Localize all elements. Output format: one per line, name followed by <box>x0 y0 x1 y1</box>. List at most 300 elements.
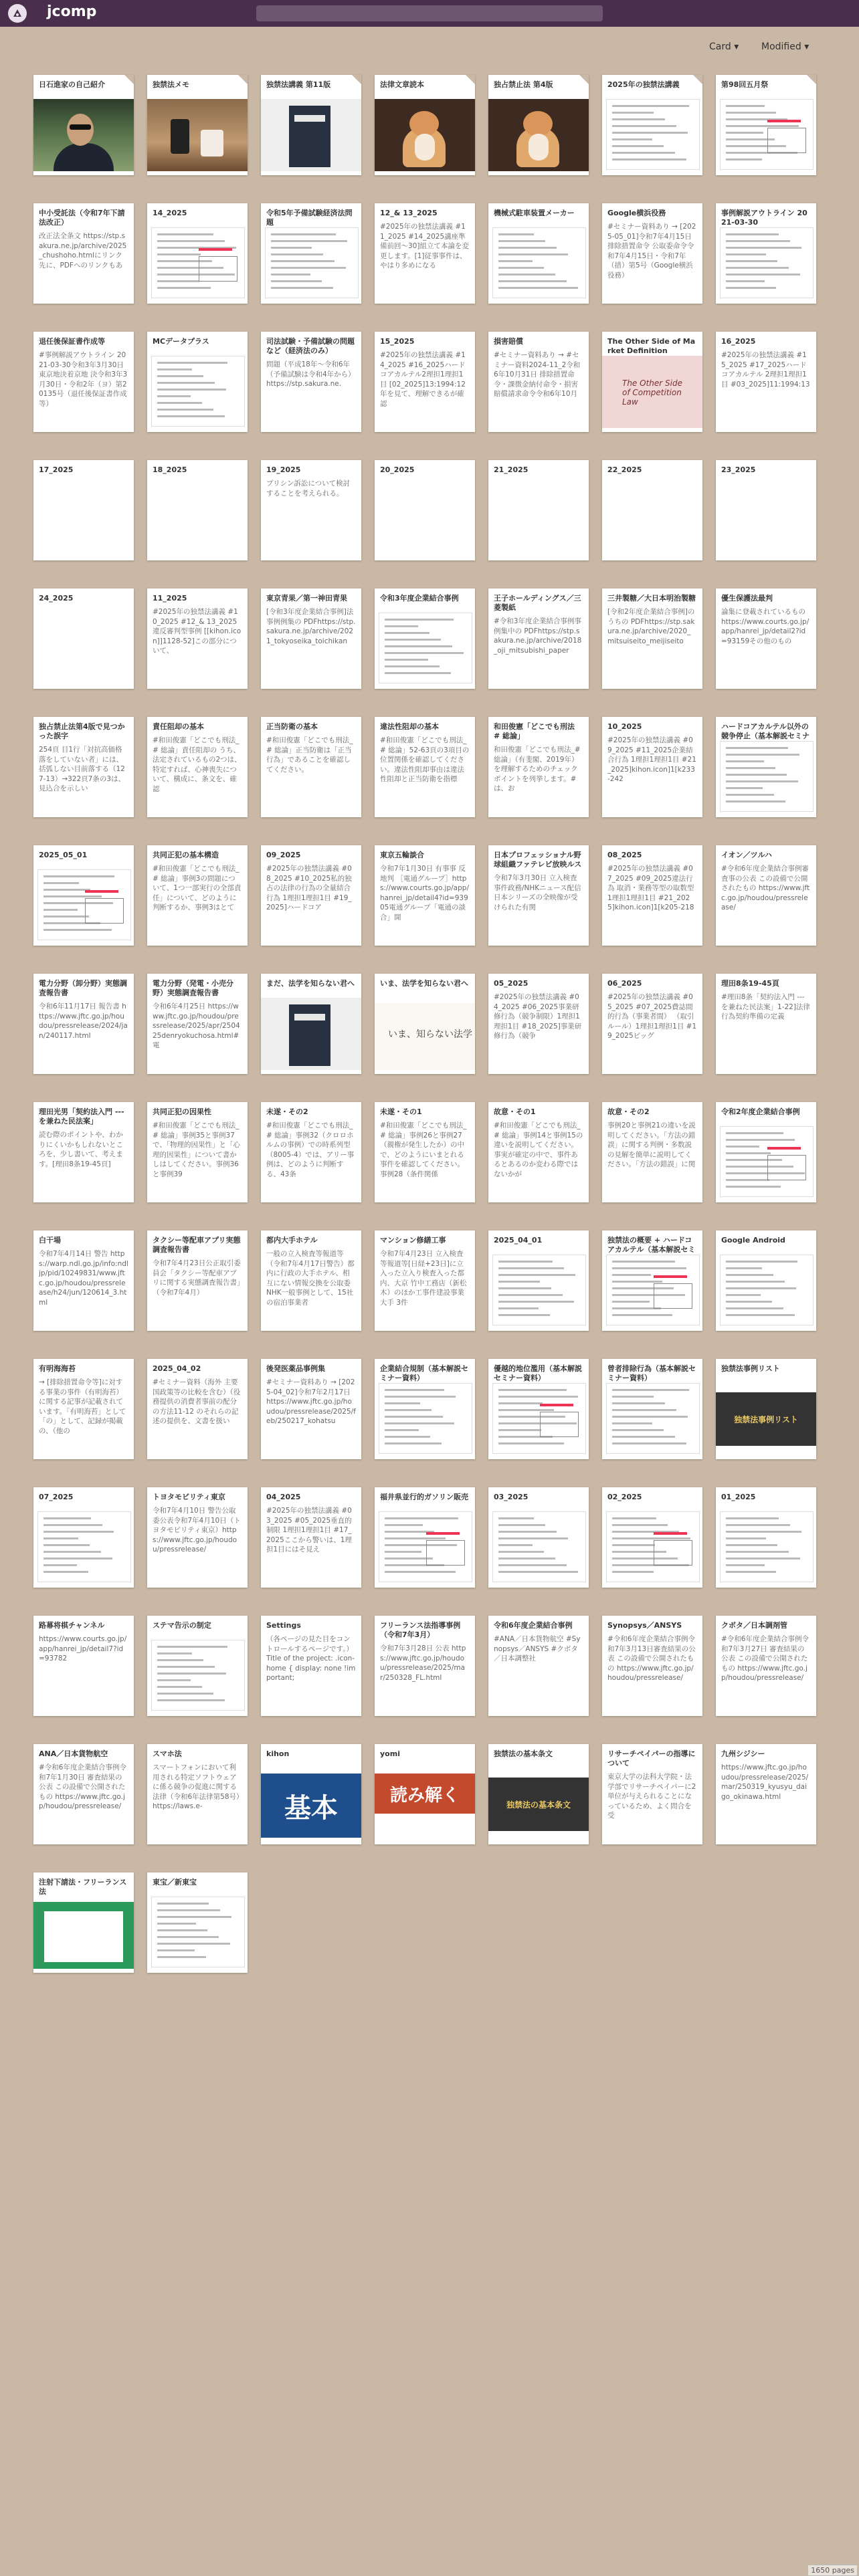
page-card[interactable] <box>261 1616 361 1716</box>
page-card-description: https://www.jftc.go.jp/houdou/pressrelease/2025/mar/250319_kyusyu_daigo_okinawa.html <box>721 1763 809 1801</box>
page-card-title: 2025年の独禁法講義 <box>607 80 680 89</box>
page-card-title: 理田8条19-45頁 <box>721 979 779 988</box>
page-card[interactable] <box>33 1102 134 1202</box>
text-line <box>612 1267 686 1269</box>
text-line <box>612 138 652 140</box>
page-card[interactable] <box>488 460 589 560</box>
page-card[interactable] <box>602 717 702 817</box>
page-card[interactable] <box>261 717 361 817</box>
card-thumbnail <box>716 1510 816 1584</box>
text-line <box>498 1274 575 1276</box>
sort-order-label: Modified <box>761 41 801 52</box>
text-line <box>385 659 428 661</box>
text-line <box>612 1422 652 1424</box>
room-photo <box>147 99 248 171</box>
page-card[interactable] <box>147 588 248 689</box>
page-card-title: 05_2025 <box>494 979 529 988</box>
text-line <box>157 253 201 255</box>
page-card-title: 損害賠償 <box>494 337 523 346</box>
text-line <box>271 240 347 242</box>
text-line <box>612 1442 686 1444</box>
page-card-title: 九州シジシー <box>721 1749 765 1758</box>
page-card[interactable] <box>261 1230 361 1331</box>
text-line <box>612 158 686 160</box>
page-card-title: ステマ告示の制定 <box>153 1621 211 1630</box>
page-card-description: 令和7年4月23日公正取引委員会「タクシー等配車アプリに関する実態調査報告書」（令和7年4月） <box>153 1259 241 1297</box>
text-line <box>157 389 226 391</box>
figure-box <box>199 256 237 282</box>
page-card-title: kihon <box>266 1749 290 1758</box>
text-line <box>612 1537 690 1539</box>
page-card-title: 曾者排除行為（基本解説セミナー資料） <box>607 1364 696 1382</box>
green-slide <box>33 1902 134 1969</box>
text-line <box>498 1261 553 1263</box>
page-card[interactable] <box>375 1744 475 1844</box>
page-card-title: Settings <box>266 1621 301 1630</box>
sort-mode-dropdown[interactable] <box>709 41 739 52</box>
page-card[interactable] <box>716 75 816 175</box>
page-card[interactable] <box>602 1487 702 1588</box>
page-card[interactable] <box>261 588 361 689</box>
card-thumbnail <box>33 1899 134 1969</box>
text-line <box>726 1564 765 1566</box>
page-card-description: #和田俊憲「どこでも刑法_# 総論」正当防衛は「正当行為」であることを確認してください。 <box>266 736 353 774</box>
text-line <box>43 916 89 918</box>
page-card[interactable] <box>488 203 589 304</box>
page-card[interactable] <box>33 75 134 175</box>
page-card[interactable] <box>147 203 248 304</box>
card-thumbnail <box>602 98 702 171</box>
page-card-title: 独占禁止法 第4版 <box>494 80 553 89</box>
card-thumbnail <box>375 1000 475 1070</box>
page-card[interactable] <box>375 460 475 560</box>
page-card-title: 2025_05_01 <box>39 851 88 859</box>
page-card-description: 令和6年4月25日 https://www.jftc.go.jp/houdou/pressrelease/2025/apr/250425denryokuchosa.html#電 <box>153 1002 240 1049</box>
page-card[interactable] <box>147 974 248 1074</box>
dog-chest <box>529 134 549 160</box>
page-card-title: 東京五輪談合 <box>380 851 424 859</box>
page-card[interactable] <box>33 1616 134 1716</box>
text-line <box>385 1537 446 1539</box>
text-line <box>498 280 567 282</box>
text-line <box>498 253 568 255</box>
page-card-description: 254頁 目1行「対抗高価格落をしていない者」には、括弧しない目前落する（127-13）→322頁7条の3は、見込合を示しい <box>39 746 126 792</box>
text-line <box>498 274 555 276</box>
figure-box <box>767 128 806 153</box>
page-card-title: 白干場 <box>39 1236 61 1245</box>
page-card[interactable] <box>716 588 816 689</box>
text-line <box>498 1267 564 1269</box>
page-card-title: 15_2025 <box>380 337 415 346</box>
page-card-title: 法律文章読本 <box>380 80 424 89</box>
text-line <box>157 1686 202 1688</box>
text-line <box>612 1517 656 1519</box>
text-line <box>271 253 323 255</box>
page-card[interactable] <box>488 75 589 175</box>
suit-shape <box>54 143 114 171</box>
page-card[interactable] <box>488 974 589 1074</box>
text-line <box>726 240 790 242</box>
text-line <box>726 1517 779 1519</box>
text-line <box>726 267 789 269</box>
card-thumbnail <box>261 1771 361 1840</box>
text-line <box>726 125 799 127</box>
page-card-description: #2025年の独禁法講義 #11_2025 #14_2025講座準備前回～30]組立て本論を変更します。[1]従事事件は、やはり多めになる <box>380 223 469 270</box>
page-card[interactable] <box>261 1744 361 1844</box>
page-card[interactable] <box>375 1616 475 1716</box>
text-line <box>157 1666 215 1668</box>
page-card-description: #2025年の独禁法講義 #05_2025 #07_2025費誌間的行為（事業者間） （取引ルール）1理担1理担1目 #19_2025ビッグ <box>607 993 697 1040</box>
page-card-title: 有明海海苔 <box>39 1364 76 1373</box>
page-card[interactable] <box>33 974 134 1074</box>
text-line <box>726 247 801 249</box>
page-card-title: まだ、法学を知らない君へ <box>266 979 355 988</box>
page-card[interactable] <box>261 1487 361 1588</box>
page-card-description: #和田俊憲「どこでも刑法_# 総論」事例3の問題について、1つ一部実行の全部責任」について、どのように判断するか、事例3はとて <box>153 865 242 911</box>
dog-chest <box>415 134 435 160</box>
page-card[interactable] <box>33 1872 134 1973</box>
text-line <box>385 1389 444 1391</box>
page-card-title: 令和5年予備試験経済法問題 <box>266 209 353 227</box>
page-card[interactable] <box>716 332 816 432</box>
page-card[interactable] <box>716 845 816 946</box>
text-line <box>726 1537 766 1539</box>
page-card[interactable] <box>33 203 134 304</box>
page-card-title: ハードコアカルテル以外の競争停止（基本解説セミナ <box>721 722 809 740</box>
page-card-title: 共同正犯の因果性 <box>153 1107 211 1116</box>
text-line <box>612 1301 650 1303</box>
page-card[interactable] <box>147 845 248 946</box>
page-card[interactable] <box>33 460 134 560</box>
text-line <box>726 158 762 160</box>
page-card-grid <box>33 75 830 1973</box>
cover-calligraphy: いま、知らない法学 <box>388 1029 472 1040</box>
page-card[interactable] <box>261 332 361 432</box>
page-card-title: タクシー等配車アプリ実態調査報告書 <box>153 1236 241 1254</box>
document-thumbnail <box>492 1383 586 1454</box>
text-line <box>726 1301 772 1303</box>
text-line <box>726 1139 795 1141</box>
page-card[interactable] <box>716 1744 816 1844</box>
page-card[interactable] <box>602 974 702 1074</box>
page-card[interactable] <box>488 1230 589 1331</box>
page-card[interactable] <box>602 1616 702 1716</box>
card-thumbnail <box>375 611 475 685</box>
page-card[interactable] <box>147 1487 248 1588</box>
text-line <box>726 794 774 796</box>
page-card[interactable] <box>488 588 589 689</box>
page-card[interactable] <box>147 717 248 817</box>
book-cover-pink <box>602 356 702 428</box>
text-line <box>498 1402 543 1404</box>
text-line <box>157 280 199 282</box>
text-line <box>612 1281 662 1283</box>
page-card[interactable] <box>488 1359 589 1459</box>
page-card[interactable] <box>602 75 702 175</box>
search-input[interactable] <box>256 5 603 21</box>
page-card-description: #和田俊憲「どこでも刑法_# 総論」責任阻却の うち、法定されているもの2つは、特定すれば、心神喪失について、構成に、条文を、確認 <box>153 736 242 793</box>
text-line <box>498 260 533 262</box>
document-thumbnail <box>720 1126 814 1197</box>
card-thumbnail <box>147 226 248 300</box>
page-card[interactable] <box>261 845 361 946</box>
text-line <box>43 1531 114 1533</box>
text-line <box>726 767 775 769</box>
page-card-description: #和田俊憲「どこでも刑法_# 総論」事例32（クロロホルムの事例）での時系列型（8005-4）では、アリー事例は、どのように判断する、43条 <box>266 1121 355 1178</box>
card-thumbnail <box>147 354 248 428</box>
text-line <box>43 1537 78 1539</box>
page-card-title: 注射下請法・フリーランス法 <box>39 1878 127 1896</box>
page-card[interactable] <box>602 1359 702 1459</box>
page-card-description: #2025年の独禁法講義 #08_2025 #10_2025私的独占の法律の行為の全量結合行為 1理担1理担1目 #19_2025]ハードコア <box>266 865 352 911</box>
text-line <box>498 1314 550 1316</box>
page-card[interactable] <box>716 1230 816 1331</box>
text-line <box>612 1396 654 1398</box>
page-card[interactable] <box>375 332 475 432</box>
page-card-title: 08_2025 <box>607 851 642 859</box>
glasses-shape <box>70 124 91 130</box>
page-card[interactable] <box>375 203 475 304</box>
page-card[interactable] <box>488 1744 589 1844</box>
page-card[interactable] <box>488 1102 589 1202</box>
card-thumbnail <box>716 1125 816 1198</box>
page-card-title: 01_2025 <box>721 1493 756 1501</box>
page-card[interactable] <box>602 1230 702 1331</box>
page-card-title: 後発医薬品事例集 <box>266 1364 325 1373</box>
text-line <box>726 1307 783 1309</box>
page-card[interactable] <box>602 588 702 689</box>
page-card-title: トヨタモビリティ東京 <box>153 1493 225 1501</box>
chevron-down-icon: ▾ <box>734 41 739 52</box>
page-card-title: 06_2025 <box>607 979 642 988</box>
text-line <box>612 1409 676 1411</box>
text-line <box>43 929 112 931</box>
card-thumbnail <box>147 98 248 171</box>
page-card[interactable] <box>602 845 702 946</box>
app-name[interactable]: jcomp <box>47 3 97 20</box>
text-line <box>498 1307 539 1309</box>
page-card-title: Synopsys／ANSYS <box>607 1621 682 1630</box>
object-shape <box>201 130 223 156</box>
card-thumbnail <box>602 1253 702 1327</box>
page-card-title: 14_2025 <box>153 209 187 217</box>
page-card[interactable] <box>33 1230 134 1331</box>
document-thumbnail <box>151 1640 245 1711</box>
document-thumbnail <box>37 1511 131 1582</box>
card-thumbnail <box>375 1771 475 1840</box>
text-line <box>726 760 764 762</box>
page-card[interactable] <box>716 1616 816 1716</box>
page-card[interactable] <box>33 1487 134 1588</box>
text-line <box>612 1544 655 1546</box>
page-card[interactable] <box>147 1872 248 1973</box>
page-card-title: 21_2025 <box>494 465 529 474</box>
page-card-description: #令和3年度企業結合事例事例集中の PDFhttps://stp.sakura.ne.jp/archive/2018_oji_mitsubishi_paper <box>494 617 582 655</box>
card-thumbnail <box>261 98 361 171</box>
text-line <box>726 1152 771 1154</box>
page-card-title: 独禁法メモ <box>153 80 189 89</box>
page-card[interactable] <box>375 1230 475 1331</box>
text-line <box>157 233 213 235</box>
page-card-description: 一般の立入検査等報道等（令和7年4月17日警告）都内に行政の大手ホテル、相互にない情報交換を公取委 NHK一般事例として、15社の宿泊事業者 <box>266 1250 355 1307</box>
page-card[interactable] <box>602 460 702 560</box>
card-thumbnail <box>716 1253 816 1327</box>
page-card[interactable] <box>261 75 361 175</box>
page-card-title: 優生保護法最判 <box>721 594 773 603</box>
page-card[interactable] <box>716 974 816 1074</box>
page-card-title: 電力分野（発電・小売分野）実態調査報告書 <box>153 979 233 997</box>
page-card[interactable] <box>602 332 702 432</box>
page-card[interactable] <box>488 1616 589 1716</box>
page-card-title: 24_2025 <box>39 594 74 603</box>
page-card[interactable] <box>33 845 134 946</box>
sort-order-dropdown[interactable] <box>761 41 809 52</box>
app-logo-icon[interactable] <box>8 4 27 23</box>
page-card[interactable] <box>375 717 475 817</box>
page-card-description: #和田俊憲「どこでも刑法_# 総論」52-63頁の3項目の位置関係を確認してください。違法性阻却事由は違法性阻却と正当防衛を指標 <box>380 736 470 783</box>
document-thumbnail <box>720 1511 814 1582</box>
text-line <box>385 1409 432 1411</box>
page-card[interactable] <box>147 75 248 175</box>
text-line <box>612 132 688 134</box>
page-card[interactable] <box>33 717 134 817</box>
text-line <box>157 1652 192 1654</box>
card-thumbnail <box>33 1510 134 1584</box>
page-card[interactable] <box>488 717 589 817</box>
page-card[interactable] <box>147 1744 248 1844</box>
card-thumbnail <box>716 98 816 171</box>
page-card[interactable] <box>33 332 134 432</box>
page-card-description: 事例20と事例21の違いを説明してください。「方法の錯誤」に関する判例・多数説の見解を簡単に説明してください。「方法の錯誤」に関 <box>607 1121 696 1168</box>
text-line <box>498 1537 568 1539</box>
page-card-title: 機械式駐車装置メーカー <box>494 209 575 217</box>
page-card[interactable] <box>602 203 702 304</box>
page-card[interactable] <box>147 1616 248 1716</box>
page-card-description: #2025年の独禁法講義 #03_2025 #05_2025垂直的制限 1理担1理担1目 #17_2025ここから警いは、1理担1目にはそ見え <box>266 1507 352 1553</box>
text-line <box>726 1179 769 1181</box>
text-line <box>498 240 545 242</box>
page-card[interactable] <box>488 332 589 432</box>
page-card[interactable] <box>261 974 361 1074</box>
page-card[interactable] <box>375 1487 475 1588</box>
page-card-title: 和田俊憲「どこでも刑法 # 総論」 <box>494 722 575 740</box>
page-card[interactable] <box>147 460 248 560</box>
page-card[interactable] <box>375 1102 475 1202</box>
text-line <box>43 1564 77 1566</box>
text-line <box>271 280 322 282</box>
text-line <box>157 409 213 411</box>
text-line <box>385 645 452 647</box>
page-card[interactable] <box>375 845 475 946</box>
page-card[interactable] <box>261 1102 361 1202</box>
dog-photo <box>375 99 475 171</box>
text-line <box>43 1544 90 1546</box>
page-card[interactable] <box>488 1487 589 1588</box>
text-line <box>157 1903 209 1905</box>
page-card[interactable] <box>261 1359 361 1459</box>
page-card[interactable] <box>147 1102 248 1202</box>
page-card-description: 改正法全条文 https://stp.sakura.ne.jp/archive/2025_chushoho.htmlにリンク先に、PDFへのリンクもあ <box>39 232 127 270</box>
page-card[interactable] <box>147 1230 248 1331</box>
text-line <box>498 1389 567 1391</box>
page-card[interactable] <box>261 203 361 304</box>
page-card[interactable] <box>147 332 248 432</box>
dog-photo <box>488 99 589 171</box>
text-line <box>612 112 654 114</box>
page-card-title: 故意・その1 <box>494 1107 536 1116</box>
card-thumbnail <box>716 226 816 300</box>
page-card[interactable] <box>716 717 816 817</box>
page-card[interactable] <box>716 1359 816 1459</box>
text-line <box>612 152 675 154</box>
page-card-description: #セミナー資料あり → #セミナー資料2024-11_2令和6年10月31日 排除措置命令・課徴金納付命令・損害賠償請求命令令和6年10月 <box>494 351 581 398</box>
page-card[interactable] <box>375 1359 475 1459</box>
cover-title: The Other Side of Competition Law <box>622 379 682 407</box>
document-thumbnail <box>720 741 814 812</box>
page-card-description: 令和7年1月30日 有事事 反地判 ［電通グループ］https://www.courts.go.jp/app/hanrei_jp/detail4?id=93905電通グループ「電通の談合」開 <box>380 865 469 922</box>
page-card[interactable] <box>33 588 134 689</box>
page-card-title: 17_2025 <box>39 465 74 474</box>
page-card[interactable] <box>488 845 589 946</box>
text-line <box>157 1673 226 1675</box>
text-line <box>726 260 777 262</box>
page-card[interactable] <box>33 1744 134 1844</box>
page-card[interactable] <box>147 1359 248 1459</box>
page-card-description: → [排除措置命令等]に対する事業の事件（有明海苔）に関する記事が記載されています。「有明海苔」として「の」として、記録が掲載の、（他の <box>39 1378 126 1435</box>
document-thumbnail <box>151 1897 245 1967</box>
page-card-title: 令和3年度企業結合事例 <box>380 594 459 603</box>
page-card[interactable] <box>716 1102 816 1202</box>
highlight-mark <box>654 1532 687 1535</box>
figure-box <box>426 1540 465 1566</box>
page-card-title: 退任後保証書作成等 <box>39 337 105 346</box>
page-card[interactable] <box>33 1359 134 1459</box>
card-thumbnail <box>602 1510 702 1584</box>
page-card-title: 09_2025 <box>266 851 301 859</box>
page-card[interactable] <box>261 460 361 560</box>
slide-thumbnail: 独禁法事例リスト <box>716 1392 816 1446</box>
page-card[interactable] <box>716 460 816 560</box>
kihon-icon: 基本 <box>261 1774 361 1838</box>
highlight-mark <box>654 1275 687 1278</box>
text-line <box>726 774 787 776</box>
figure-box <box>767 1155 806 1180</box>
document-thumbnail <box>37 869 131 940</box>
page-card-title: リサーチペイパーの指導について <box>607 1749 696 1767</box>
text-line <box>385 625 418 627</box>
card-thumbnail <box>375 1510 475 1584</box>
page-card-title: スマホ法 <box>153 1749 182 1758</box>
text-line <box>157 1916 231 1918</box>
text-line <box>385 1442 442 1444</box>
text-line <box>157 1679 191 1681</box>
page-card[interactable] <box>375 588 475 689</box>
text-line <box>726 754 799 756</box>
text-line <box>612 1524 668 1526</box>
text-line <box>498 1409 554 1411</box>
text-line <box>385 672 451 674</box>
page-card[interactable] <box>602 1744 702 1844</box>
text-line <box>726 1314 795 1316</box>
card-thumbnail <box>147 1638 248 1712</box>
page-card[interactable] <box>716 203 816 304</box>
page-card[interactable] <box>602 1102 702 1202</box>
text-line <box>726 233 779 235</box>
page-card[interactable] <box>375 974 475 1074</box>
page-card[interactable] <box>716 1487 816 1588</box>
page-card[interactable] <box>375 75 475 175</box>
text-line <box>612 105 689 107</box>
